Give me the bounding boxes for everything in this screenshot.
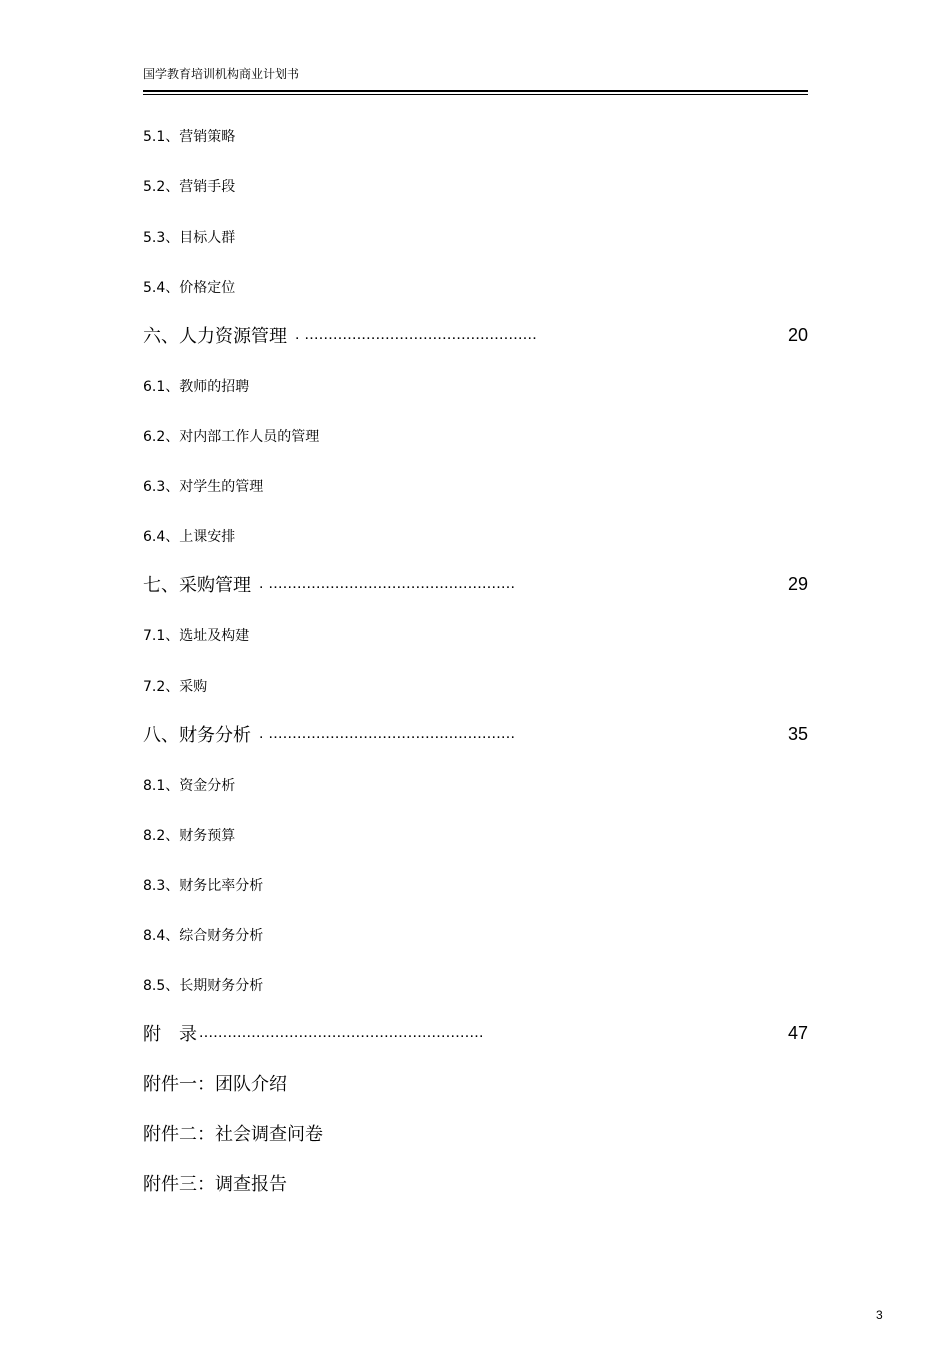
toc-entry-label: 5.4、价格定位 (143, 280, 236, 296)
toc-attachment-3[interactable] (143, 1170, 808, 1196)
toc-attachment-1[interactable] (143, 1070, 808, 1096)
toc-entry-label: 8.4、综合财务分析 (143, 928, 264, 944)
toc-chapter-6[interactable] (143, 322, 808, 348)
toc-entry-5-4[interactable] (143, 277, 808, 297)
toc-chapter-label: 附 录 (143, 1024, 197, 1045)
toc-entry-label: 7.1、选址及构建 (143, 628, 250, 644)
toc-chapter-label: 七、采购管理 (143, 575, 251, 596)
toc-entry-label: 8.2、财务预算 (143, 828, 236, 844)
toc-entry-label: 5.3、目标人群 (143, 230, 236, 246)
toc-entry-label: 7.2、采购 (143, 679, 208, 695)
toc-entry-8-1[interactable] (143, 775, 808, 795)
toc-entry-label: 6.3、对学生的管理 (143, 479, 264, 495)
toc-entry-label: 6.2、对内部工作人员的管理 (143, 429, 320, 445)
toc-entry-6-1[interactable] (143, 376, 808, 396)
toc-entry-label: 5.2、营销手段 (143, 179, 236, 195)
toc-chapter-label: 八、财务分析 (143, 725, 251, 746)
toc-appendix[interactable] (143, 1020, 808, 1046)
toc-entry-5-1[interactable] (143, 126, 808, 146)
toc-entry-label: 5.1、营销策略 (143, 129, 236, 145)
toc-page-number: 35 (787, 723, 808, 744)
toc-entry-8-3[interactable] (143, 875, 808, 895)
toc-entry-8-2[interactable] (143, 825, 808, 845)
toc-leader-dots: . .................................................... (259, 575, 516, 592)
page-number: 3 (876, 1308, 883, 1322)
toc-chapter-7[interactable] (143, 571, 808, 597)
toc-entry-label: 附件一：团队介绍 (143, 1074, 287, 1095)
toc-entry-6-4[interactable] (143, 526, 808, 546)
toc-chapter-label: 六、人力资源管理 (143, 326, 287, 347)
toc-leader-dots: ............................................................ (199, 1024, 484, 1041)
toc-entry-6-3[interactable] (143, 476, 808, 496)
toc-entry-label: 8.3、财务比率分析 (143, 878, 264, 894)
toc-entry-label: 8.5、长期财务分析 (143, 978, 264, 994)
toc-entry-label: 6.1、教师的招聘 (143, 379, 250, 395)
toc-attachment-2[interactable] (143, 1120, 808, 1146)
toc-leader-dots: . ................................................. (295, 326, 538, 343)
running-header-title: 国学教育培训机构商业计划书 (143, 67, 300, 81)
toc-page-number: 47 (787, 1022, 808, 1043)
toc-entry-label: 6.4、上课安排 (143, 529, 236, 545)
toc-page-number: 29 (787, 573, 808, 594)
toc-entry-8-5[interactable] (143, 975, 808, 995)
toc-entry-7-2[interactable] (143, 676, 808, 696)
toc-entry-7-1[interactable] (143, 625, 808, 645)
toc-entry-label: 8.1、资金分析 (143, 778, 236, 794)
toc-page-number: 20 (787, 324, 808, 345)
toc-leader-dots: . .................................................... (259, 725, 516, 742)
toc-entry-6-2[interactable] (143, 426, 808, 446)
toc-entry-5-2[interactable] (143, 176, 808, 196)
toc-entry-5-3[interactable] (143, 227, 808, 247)
toc-entry-8-4[interactable] (143, 925, 808, 945)
toc-entry-label: 附件三：调查报告 (143, 1174, 287, 1195)
toc-entry-label: 附件二：社会调查问卷 (143, 1124, 323, 1145)
toc-chapter-8[interactable] (143, 721, 808, 747)
